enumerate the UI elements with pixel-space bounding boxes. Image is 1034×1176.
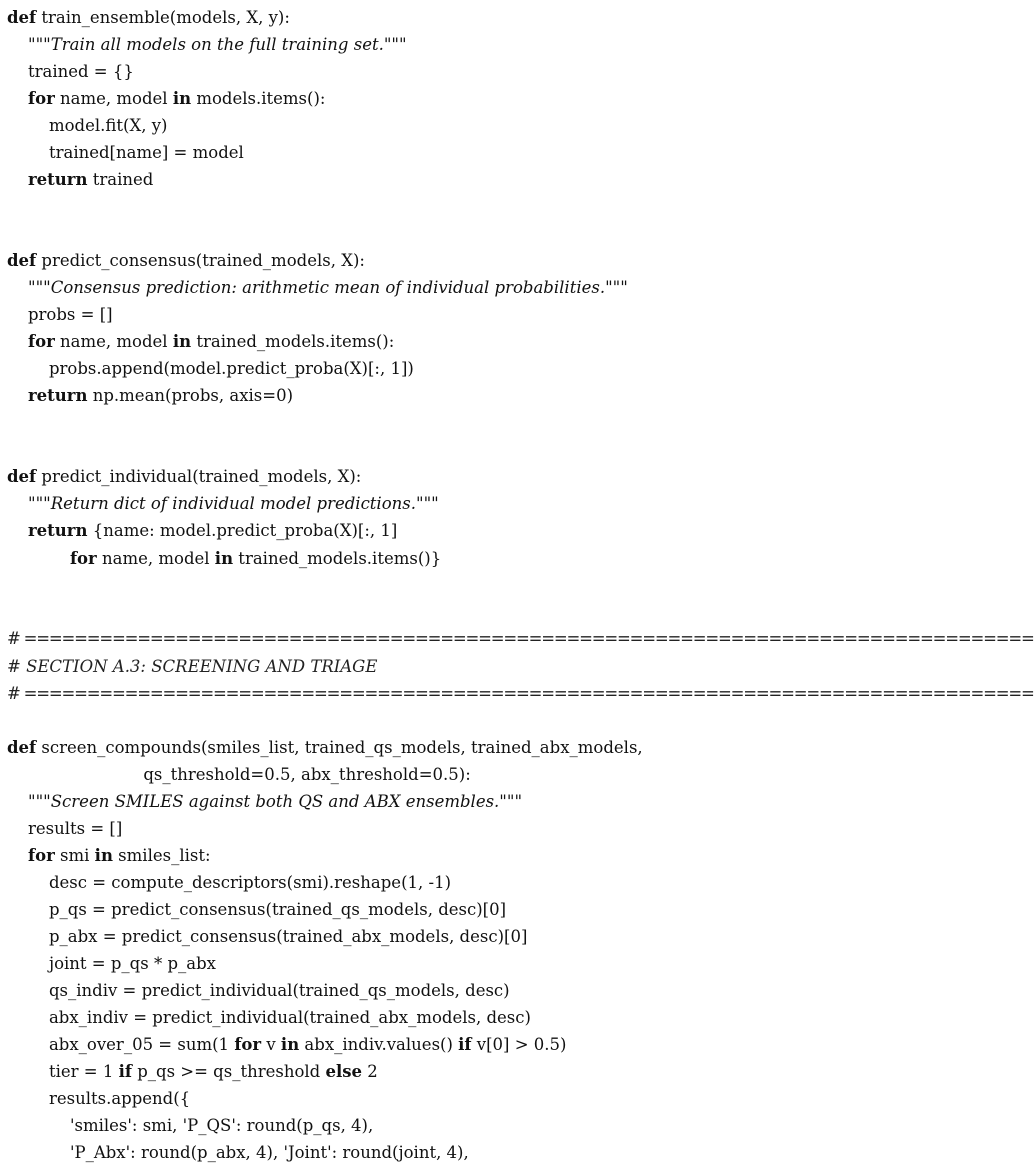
code-text: abx_over_05 = sum(1	[7, 1035, 235, 1054]
code-line	[7, 520, 656, 542]
code-text: name, model	[96, 549, 215, 568]
code-line	[7, 791, 656, 813]
code-line	[7, 980, 656, 1002]
code-line	[7, 331, 656, 353]
keyword: for	[27, 332, 55, 351]
code-line	[7, 61, 656, 83]
code-line	[7, 304, 656, 326]
comment: # ================================================================================	[7, 629, 1034, 648]
code-line	[7, 466, 656, 488]
code-text	[7, 549, 70, 568]
code-text: trained_models.items()}	[233, 549, 442, 568]
code-text	[7, 386, 28, 405]
code-line	[7, 7, 656, 29]
code-text: 2	[362, 1062, 378, 1081]
code-line	[7, 1034, 656, 1056]
code-text: trained	[87, 170, 154, 189]
code-text: results = []	[7, 819, 123, 838]
code-text: name, model	[54, 89, 173, 108]
code-line	[7, 683, 1034, 705]
code-text: name, model	[54, 332, 173, 351]
keyword: in	[172, 89, 192, 108]
comment: # SECTION A.3: SCREENING AND TRIAGE	[7, 657, 378, 676]
docstring: """Screen SMILES against both QS and ABX ensembles."""	[7, 792, 523, 811]
code-line	[7, 926, 656, 948]
keyword: if	[118, 1062, 132, 1081]
code-text: train_ensemble(models, X, y):	[36, 8, 290, 27]
code-line	[7, 277, 656, 299]
code-line	[7, 845, 656, 867]
code-text: desc = compute_descriptors(smi).reshape(1, -1)	[7, 873, 452, 892]
keyword: if	[458, 1035, 472, 1054]
code-text: qs_indiv = predict_individual(trained_qs_models, desc)	[7, 981, 510, 1000]
code-line	[7, 142, 656, 164]
code-text: trained = {}	[7, 62, 134, 81]
keyword: for	[27, 846, 55, 865]
code-text: trained[name] = model	[7, 143, 244, 162]
code-text: screen_compounds(smiles_list, trained_qs_models, trained_abx_models,	[36, 738, 643, 757]
docstring: """Return dict of individual model predictions."""	[7, 494, 439, 513]
code-line	[7, 1142, 656, 1164]
code-text: v[0] > 0.5)	[471, 1035, 567, 1054]
code-line	[7, 115, 656, 137]
code-text	[7, 521, 28, 540]
code-text: p_qs >= qs_threshold	[131, 1062, 326, 1081]
keyword: def	[7, 8, 37, 27]
keyword: in	[280, 1035, 300, 1054]
code-line	[7, 1115, 656, 1137]
code-text: 'P_Abx': round(p_abx, 4), 'Joint': round(joint, 4),	[7, 1143, 469, 1162]
docstring: """Train all models on the full training set."""	[7, 35, 407, 54]
code-text: smiles_list:	[112, 846, 211, 865]
code-text	[7, 332, 28, 351]
code-line	[7, 764, 656, 786]
code-text: v	[261, 1035, 281, 1054]
code-line	[7, 872, 656, 894]
keyword: return	[27, 386, 88, 405]
code-text: 'smiles': smi, 'P_QS': round(p_qs, 4),	[7, 1116, 374, 1135]
keyword: return	[27, 170, 88, 189]
code-line	[7, 737, 656, 759]
code-line	[7, 953, 656, 975]
code-text: probs = []	[7, 305, 113, 324]
keyword: def	[7, 467, 37, 486]
code-line	[7, 656, 656, 678]
code-text: trained_models.items():	[191, 332, 395, 351]
keyword: in	[214, 549, 234, 568]
comment: # ================================================================================	[7, 684, 1034, 703]
code-line	[7, 169, 656, 191]
code-text: qs_threshold=0.5, abx_threshold=0.5):	[7, 765, 471, 784]
code-text: {name: model.predict_proba(X)[:, 1]	[87, 521, 398, 540]
code-line	[7, 385, 656, 407]
code-text: model.fit(X, y)	[7, 116, 168, 135]
code-text: probs.append(model.predict_proba(X)[:, 1])	[7, 359, 414, 378]
code-line	[7, 250, 656, 272]
code-text: np.mean(probs, axis=0)	[87, 386, 294, 405]
code-line	[7, 1007, 656, 1029]
keyword: in	[172, 332, 192, 351]
keyword: def	[7, 251, 37, 270]
code-line	[7, 628, 1034, 650]
keyword: in	[94, 846, 113, 865]
code-line	[7, 358, 656, 380]
keyword: for	[69, 549, 97, 568]
code-text: smi	[54, 846, 95, 865]
code-text: joint = p_qs * p_abx	[7, 954, 216, 973]
code-line	[7, 1061, 656, 1083]
code-text: p_qs = predict_consensus(trained_qs_models, desc)[0]	[7, 900, 507, 919]
code-text: tier = 1	[7, 1062, 119, 1081]
keyword: return	[27, 521, 88, 540]
code-text: abx_indiv = predict_individual(trained_abx_models, desc)	[7, 1008, 531, 1027]
code-text: predict_consensus(trained_models, X):	[36, 251, 365, 270]
code-line	[7, 548, 656, 570]
keyword: def	[7, 738, 37, 757]
code-text: predict_individual(trained_models, X):	[36, 467, 362, 486]
code-line	[7, 818, 656, 840]
code-text: results.append({	[7, 1089, 191, 1108]
code-text: p_abx = predict_consensus(trained_abx_models, desc)[0]	[7, 927, 528, 946]
code-text	[7, 170, 28, 189]
code-line	[7, 899, 656, 921]
code-line	[7, 88, 656, 110]
docstring: """Consensus prediction: arithmetic mean of individual probabilities."""	[7, 278, 628, 297]
code-line	[7, 493, 656, 515]
keyword: else	[325, 1062, 363, 1081]
code-text: models.items():	[191, 89, 326, 108]
code-text: abx_indiv.values()	[299, 1035, 459, 1054]
keyword: for	[234, 1035, 262, 1054]
code-text	[7, 89, 28, 108]
code-line	[7, 34, 656, 56]
code-text	[7, 846, 28, 865]
code-line	[7, 1088, 656, 1110]
keyword: for	[27, 89, 55, 108]
